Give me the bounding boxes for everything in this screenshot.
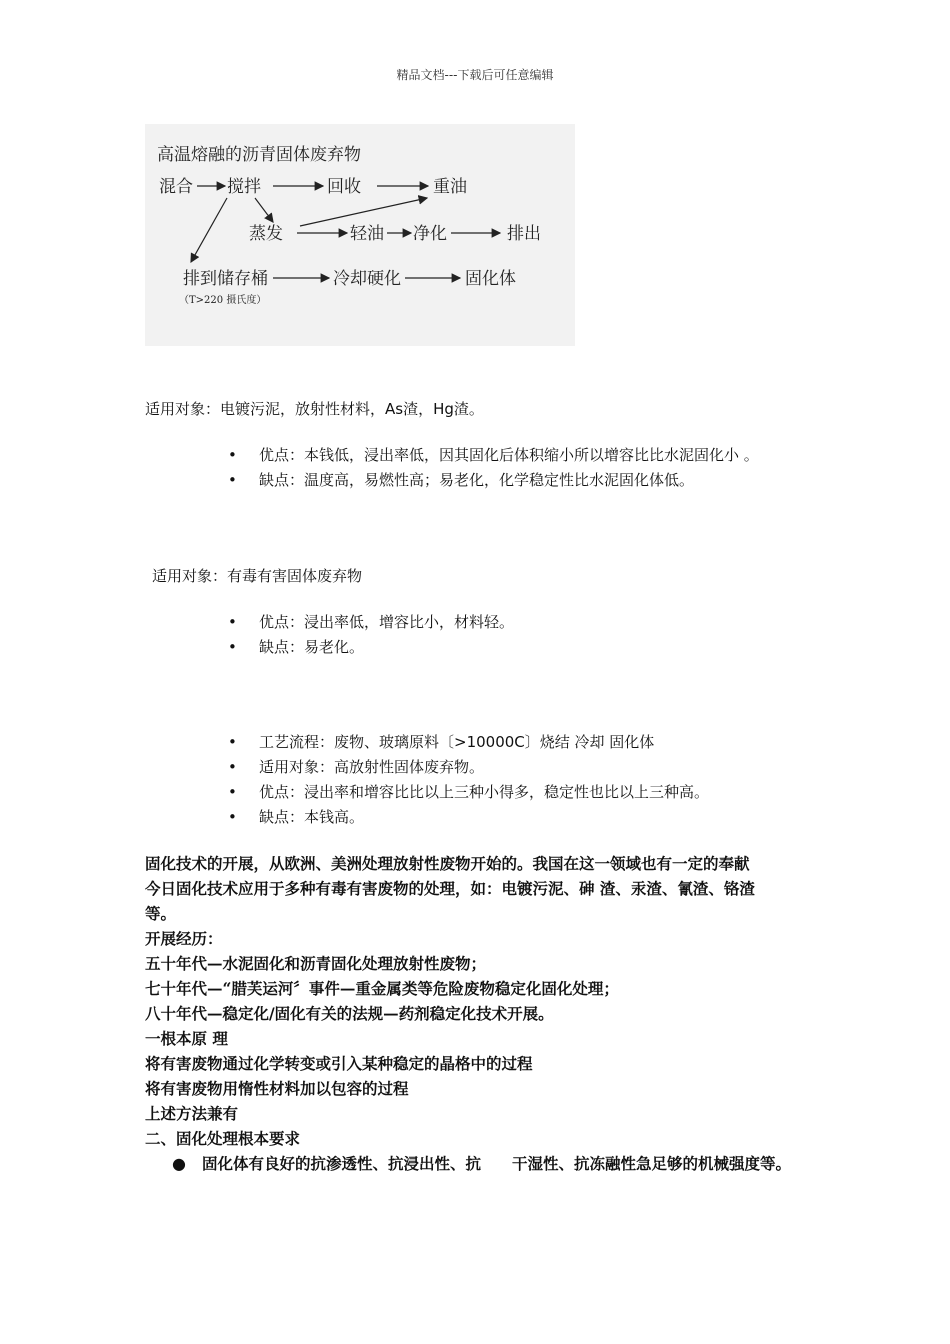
list-item: • 缺点：温度高，易燃性高；易老化，化学稳定性比水泥固化体低。 bbox=[228, 468, 759, 493]
body-line: 今日固化技术应用于多种有毒有害废物的处理，如：电镀污泥、砷 渣、汞渣、氰渣、铬渣 bbox=[145, 879, 755, 898]
page-header: 精品文档---下载后可任意编辑 bbox=[396, 68, 554, 82]
body-line: 将有害废物用惰性材料加以包容的过程 bbox=[145, 1079, 409, 1098]
list-item: • 优点：浸出率低，增容比小，材料轻。 bbox=[228, 610, 514, 635]
body-line: 二、固化处理根本要求 bbox=[145, 1129, 301, 1148]
node-light-oil: 轻油 bbox=[350, 224, 384, 244]
requirement-item bbox=[172, 1151, 822, 1176]
section3-bullets bbox=[228, 730, 709, 830]
list-item: • 优点：本钱低，浸出率低，因其固化后体积缩小所以增容比比水泥固化小 。 bbox=[228, 443, 759, 468]
arrow-stir-store bbox=[191, 198, 227, 262]
body-line: 五十年代—水泥固化和沥青固化处理放射性废物； bbox=[145, 954, 487, 973]
section2-applicable: 适用对象：有毒有害固体废弃物 bbox=[152, 567, 363, 585]
body-line: 八十年代—稳定化/固化有关的法规—药剂稳定化技术开展。 bbox=[145, 1004, 554, 1023]
list-item: • 优点：浸出率和增容比比以上三种小得多，稳定性也比以上三种高。 bbox=[228, 780, 709, 805]
node-purify: 净化 bbox=[413, 224, 447, 244]
list-item: • 适用对象：高放射性固体废弃物。 bbox=[228, 755, 709, 780]
section1-bullets bbox=[228, 443, 759, 493]
process-flow-diagram bbox=[145, 124, 575, 346]
node-stir: 搅拌 bbox=[227, 177, 261, 197]
list-item: • 工艺流程：废物、玻璃原料〔>10000C〕烧结 冷却 固化体 bbox=[228, 730, 709, 755]
node-store-barrel: 排到储存桶 bbox=[183, 269, 268, 289]
node-recover: 回收 bbox=[327, 177, 361, 197]
requirement-text: 固化体有良好的抗渗透性、抗浸出性、抗 干湿性、抗冻融性急足够的机械强度等。 bbox=[202, 1154, 792, 1173]
node-solidified: 固化体 bbox=[465, 269, 516, 289]
section1-applicable: 适用对象：电镀污泥，放射性材料，As渣，Hg渣。 bbox=[145, 400, 484, 418]
temperature-note: （T>220 摄氏度） bbox=[179, 295, 267, 306]
figure-title: 高温熔融的沥青固体废弃物 bbox=[157, 145, 361, 165]
node-discharge: 排出 bbox=[507, 224, 541, 244]
arrow-evap-heavy bbox=[300, 198, 427, 226]
node-mix: 混合 bbox=[159, 177, 193, 197]
body-line: 一根本原 理 bbox=[145, 1029, 228, 1048]
node-heavy-oil: 重油 bbox=[433, 177, 467, 197]
bullet-dot-icon: ● bbox=[172, 1154, 186, 1173]
body-line: 等。 bbox=[145, 904, 177, 923]
process-flow-figure bbox=[145, 124, 575, 346]
list-item: • 缺点：易老化。 bbox=[228, 635, 514, 660]
node-evaporate: 蒸发 bbox=[249, 224, 283, 244]
section2-bullets bbox=[228, 610, 514, 660]
body-line: 开展经历： bbox=[145, 929, 223, 948]
list-item: • 缺点：本钱高。 bbox=[228, 805, 709, 830]
body-line: 上述方法兼有 bbox=[145, 1104, 239, 1123]
node-cool-harden: 冷却硬化 bbox=[333, 269, 401, 289]
body-line: 七十年代—“腊芙运河〞事件—重金属类等危险废物稳定化固化处理； bbox=[145, 979, 619, 998]
body-text bbox=[145, 851, 825, 1151]
body-line: 将有害废物通过化学转变或引入某种稳定的晶格中的过程 bbox=[145, 1054, 533, 1073]
arrow-stir-evap bbox=[255, 198, 273, 222]
body-line: 固化技术的开展，从欧洲、美洲处理放射性废物开始的。我国在这一领域也有一定的奉献 bbox=[145, 854, 750, 873]
